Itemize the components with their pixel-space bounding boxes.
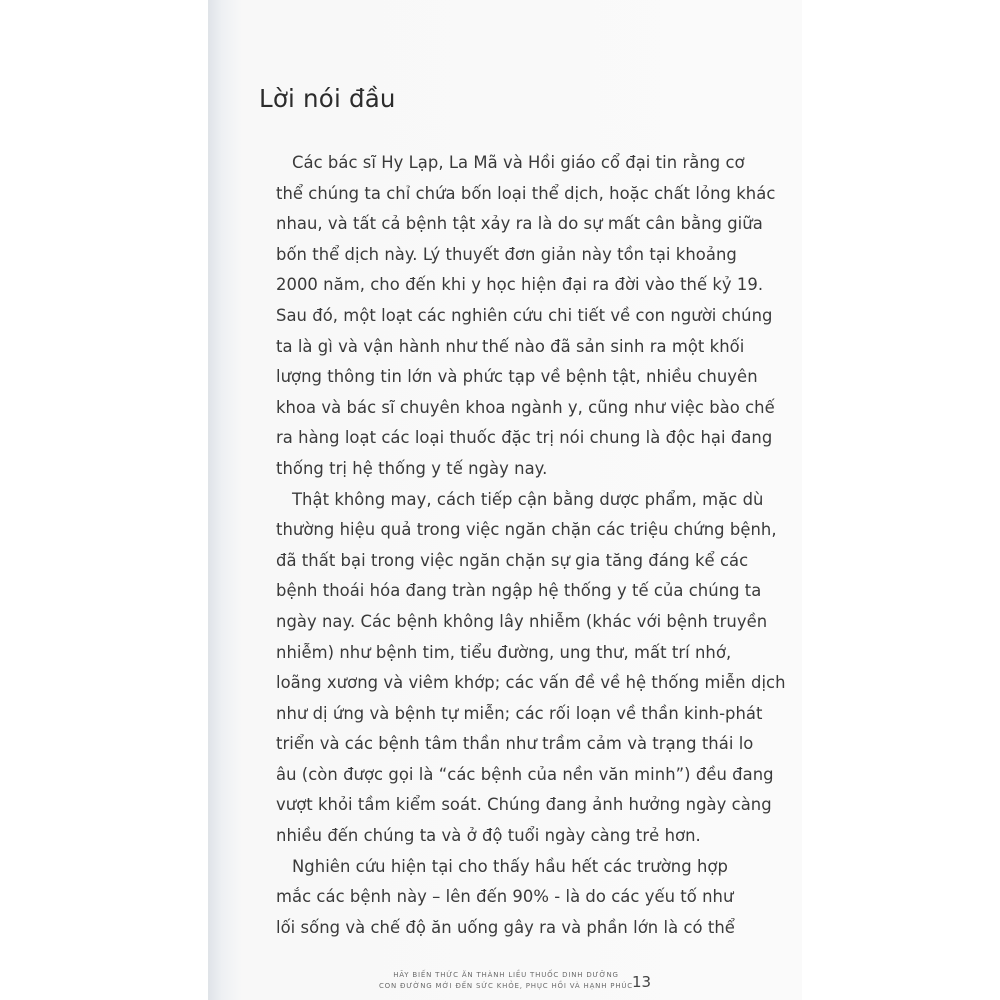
- text-line: Sau đó, một loạt các nghiên cứu chi tiết về con người chúng: [276, 305, 773, 325]
- text-line: khoa và bác sĩ chuyên khoa ngành y, cũng như việc bào chế: [276, 397, 775, 417]
- text-line: vượt khỏi tầm kiểm soát. Chúng đang ảnh hưởng ngày càng: [276, 795, 772, 815]
- text-line-paragraph-start: Các bác sĩ Hy Lạp, La Mã và Hồi giáo cổ đại tin rằng cơ: [292, 153, 745, 172]
- page-title: Lời nói đầu: [259, 84, 396, 113]
- text-line: bệnh thoái hóa đang tràn ngập hệ thống y tế của chúng ta: [276, 581, 762, 601]
- text-line: thường hiệu quả trong việc ngăn chặn các triệu chứng bệnh,: [276, 520, 777, 540]
- text-line: 2000 năm, cho đến khi y học hiện đại ra đời vào thế kỷ 19.: [276, 275, 764, 295]
- running-footer: [366, 970, 646, 992]
- text-line-paragraph-start: Thật không may, cách tiếp cận bằng dược phẩm, mặc dù: [292, 489, 764, 509]
- text-line: lối sống và chế độ ăn uống gây ra và phần lớn là có thể: [276, 917, 735, 937]
- text-line: lượng thông tin lớn và phức tạp về bệnh tật, nhiều chuyên: [276, 367, 758, 387]
- text-line: thống trị hệ thống y tế ngày nay.: [276, 458, 548, 478]
- text-line: mắc các bệnh này – lên đến 90% - là do các yếu tố như: [276, 887, 734, 907]
- text-line: thể chúng ta chỉ chứa bốn loại thể dịch, hoặc chất lỏng khác: [276, 183, 776, 203]
- body-text: [276, 148, 802, 943]
- text-line: nhiễm) như bệnh tim, tiểu đường, ung thư, mất trí nhớ,: [276, 642, 732, 662]
- text-line: âu (còn được gọi là “các bệnh của nền văn minh”) đều đang: [276, 764, 774, 784]
- footer-book-title: HÃY BIẾN THỨC ĂN THÀNH LIỀU THUỐC DINH DƯỠNG: [393, 971, 619, 979]
- text-line: nhau, và tất cả bệnh tật xảy ra là do sự mất cân bằng giữa: [276, 214, 763, 234]
- text-line: ngày nay. Các bệnh không lây nhiễm (khác với bệnh truyền: [276, 611, 768, 631]
- text-line: bốn thể dịch này. Lý thuyết đơn giản này tồn tại khoảng: [276, 244, 737, 264]
- text-line: đã thất bại trong việc ngăn chặn sự gia tăng đáng kể các: [276, 550, 749, 570]
- page-number: 13: [632, 973, 652, 991]
- text-line: nhiều đến chúng ta và ở độ tuổi ngày càng trẻ hơn.: [276, 826, 701, 846]
- book-page: [208, 0, 802, 1000]
- text-line: ta là gì và vận hành như thế nào đã sản sinh ra một khối: [276, 336, 745, 356]
- text-line: loãng xương và viêm khớp; các vấn đề về hệ thống miễn dịch: [276, 673, 786, 693]
- text-line: ra hàng loạt các loại thuốc đặc trị nói chung là độc hại đang: [276, 428, 773, 448]
- text-line: triển và các bệnh tâm thần như trầm cảm và trạng thái lo: [276, 734, 754, 754]
- footer-book-subtitle: CON ĐƯỜNG MỚI ĐẾN SỨC KHỎE, PHỤC HỒI VÀ HẠNH PHÚC: [378, 982, 633, 990]
- text-line: như dị ứng và bệnh tự miễn; các rối loạn về thần kinh-phát: [276, 703, 763, 723]
- text-line-paragraph-start: Nghiên cứu hiện tại cho thấy hầu hết các trường hợp: [292, 856, 728, 876]
